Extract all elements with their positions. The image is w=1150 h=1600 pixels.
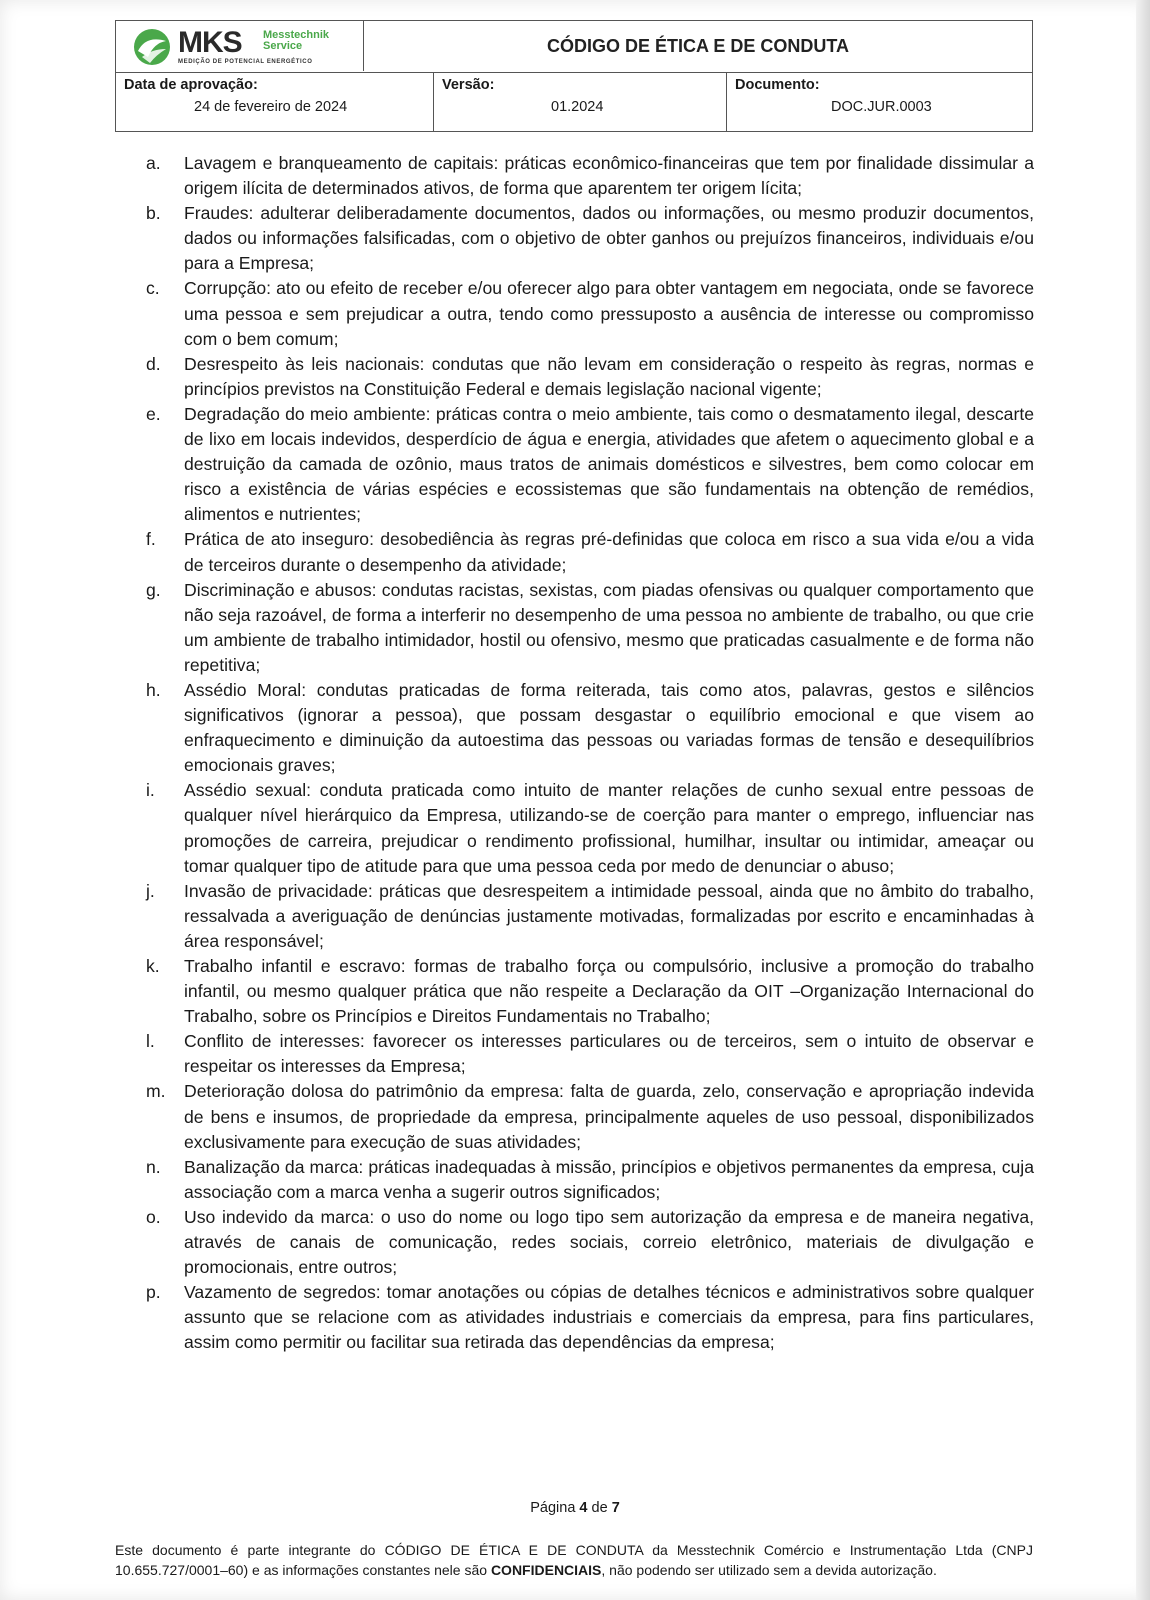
- list-item-text: Trabalho infantil e escravo: formas de trabalho força ou compulsório, inclusive a promoção do trabalho infantil, ou mesmo qualquer prática que não respeite a Declaração da OIT –Organização Internacional do Trabalho, sobre os Princípios e Direitos Fundamentais no Trabalho;: [184, 956, 1034, 1027]
- confidentiality-note: [115, 1540, 1033, 1580]
- list-item: [146, 778, 1034, 878]
- note-text-after: , não podendo ser utilizado sem a devida autorização.: [601, 1562, 937, 1578]
- list-item-text: Discriminação e abusos: condutas racistas, sexistas, com piadas ofensivas ou qualquer comportamento que não seja razoável, de forma a interferir no desempenho de uma pessoa no ambiente de trabalho, ou que crie um ambiente de trabalho intimidador, hostil ou ofensivo, mesmo que praticadas casualmente e de forma não repetitiva;: [184, 579, 1034, 675]
- list-item-text: Lavagem e branqueamento de capitais: práticas econômico-financeiras que tem por finalidade dissimular a origem ilícita de determinados ativos, de forma que aparentem ter origem lícita;: [184, 153, 1034, 199]
- logo-swirl-icon: [132, 27, 172, 67]
- page-current: 4: [579, 1500, 588, 1516]
- list-item-text: Corrupção: ato ou efeito de receber e/ou oferecer algo para obter vantagem em negociata, onde se favorece uma pessoa e sem prejudicar a outra, tendo como pressuposto a ausência de interesse ou compromisso com o bem comum;: [184, 278, 1034, 349]
- list-item-text: Prática de ato inseguro: desobediência às regras pré-definidas que coloca em risco a sua vida e/ou a vida de terceiros durante o desempenho da atividade;: [184, 529, 1034, 575]
- list-item-letter: m.: [146, 1081, 166, 1102]
- list-item: [146, 276, 1034, 351]
- list-item: [146, 402, 1034, 527]
- version-cell: [434, 73, 727, 131]
- company-logo: [116, 21, 364, 71]
- list-item-letter: n.: [146, 1156, 161, 1177]
- version-value: 01.2024: [551, 99, 604, 115]
- list-item: [146, 1079, 1034, 1154]
- list-item: [146, 1155, 1034, 1205]
- logo-tagline: MEDIÇÃO DE POTENCIAL ENERGÉTICO: [178, 59, 313, 65]
- list-item: [146, 201, 1034, 276]
- list-item-text: Assédio Moral: condutas praticadas de forma reiterada, tais como atos, palavras, gestos e silêncios significativos (ignorar a pessoa), que possam desgastar o equilíbrio emocional e que visem ao enfraquecimento e diminuição da autoestima das pessoas ou variadas formas de tensão e desequilíbrios emocionais graves;: [184, 679, 1034, 776]
- list-item-text: Conflito de interesses: favorecer os interesses particulares ou de terceiros, sem o intuito de observar e respeitar os interesses da Empresa;: [184, 1031, 1034, 1077]
- page-number-separator: de: [587, 1500, 612, 1516]
- list-item-letter: j.: [146, 880, 155, 901]
- list-item-text: Deterioração dolosa do patrimônio da empresa: falta de guarda, zelo, conservação e apropriação indevida de bens e insumos, de propriedade da empresa, principalmente aqueles de uso pessoal, disponibilizados exclusivamente para execução de suas atividades;: [184, 1081, 1034, 1152]
- list-item-text: Desrespeito às leis nacionais: condutas que não levam em consideração o respeito às regras, normas e princípios previstos na Constituição Federal e demais legislação nacional vigente;: [184, 353, 1034, 399]
- list-item: [146, 1029, 1034, 1079]
- note-confidential: CONFIDENCIAIS: [490, 1562, 602, 1578]
- logo-sub-line2: Service: [263, 40, 303, 52]
- list-item-text: Invasão de privacidade: práticas que desrespeitem a intimidade pessoal, ainda que no âmbito do trabalho, ressalvada a averiguação de denúncias justamente motivadas, formalizadas por escrito e encaminhadas à área responsável;: [184, 880, 1034, 951]
- list-item-text: Vazamento de segredos: tomar anotações ou cópias de detalhes técnicos e administrativos sobre qualquer assunto que se relacione com as atividades industriais e comerciais da empresa, para fins particulares, assim como permitir ou facilitar sua retirada das dependências da empresa;: [184, 1282, 1034, 1353]
- list-item: [146, 578, 1034, 678]
- list-item: [146, 1205, 1034, 1280]
- list-item-text: Banalização da marca: práticas inadequadas à missão, princípios e objetivos permanentes da empresa, cuja associação com a marca venha a sugerir outros significados;: [184, 1156, 1034, 1202]
- list-item: [146, 527, 1034, 577]
- document-code-value: DOC.JUR.0003: [831, 99, 932, 115]
- list-item: [146, 352, 1034, 402]
- page-total: 7: [611, 1500, 620, 1516]
- conduct-list: [146, 151, 1034, 1356]
- version-label: Versão:: [442, 77, 495, 93]
- document-header: [115, 20, 1033, 132]
- list-item: [146, 879, 1034, 954]
- document-title: CÓDIGO DE ÉTICA E DE CONDUTA: [546, 35, 849, 56]
- logo-sub-line1: Messtechnik: [263, 29, 330, 41]
- list-item-text: Assédio sexual: conduta praticada como intuito de manter relações de cunho sexual entre pessoas de qualquer nível hierárquico da Empresa, utilizando-se de coerção para manter o emprego, influenciar nas promoções de carreira, prejudicar o rendimento profissional, humilhar, insultar ou intimidar, ameaçar ou tomar qualquer tipo de atitude para que uma pessoa ceda por medo de denunciar o abuso;: [184, 780, 1034, 876]
- header-top-row: [116, 21, 1032, 73]
- note-text-before: Este documento é parte integrante do CÓDIGO DE ÉTICA E DE CONDUTA da Messtechnik Comércio e Instrumentação Ltda (CNPJ 10.655.727/0001–60) e as informações constantes nele são: [115, 1542, 1033, 1578]
- list-item-letter: a.: [146, 153, 161, 173]
- list-item-letter: i.: [146, 780, 155, 801]
- list-item-letter: f.: [146, 529, 156, 550]
- list-item-text: Uso indevido da marca: o uso do nome ou logo tipo sem autorização da empresa e de maneira negativa, através de canais de comunicação, redes sociais, correio eletrônico, materiais de divulgação e promocionais, entre outros;: [184, 1206, 1034, 1278]
- list-item: [146, 954, 1034, 1029]
- list-item: [146, 151, 1034, 201]
- approval-date-cell: [116, 73, 434, 131]
- list-item-text: Degradação do meio ambiente: práticas contra o meio ambiente, tais como o desmatamento ilegal, descarte de lixo em locais indevidos, desperdício de água e energia, atividades que afetem o aquecimento global e a destruição da camada de ozônio, maus tratos de animais domésticos e silvestres, bem como colocar em risco a existência de várias espécies e ecossistemas que são fundamentais na obtenção de remédios, alimentos e nutrientes;: [184, 403, 1034, 525]
- list-item-letter: o.: [146, 1206, 161, 1227]
- approval-date-value: 24 de fevereiro de 2024: [194, 99, 348, 115]
- logo-brand: MKS: [178, 26, 242, 59]
- list-item-letter: h.: [146, 679, 161, 700]
- list-item-letter: d.: [146, 353, 161, 374]
- list-item: [146, 678, 1034, 778]
- page-edge-shadow: [1136, 0, 1150, 1600]
- document-code-label: Documento:: [735, 77, 820, 93]
- list-item-letter: c.: [146, 278, 160, 299]
- header-meta-row: [116, 73, 1032, 131]
- page-number: [0, 1500, 1150, 1516]
- list-item-letter: g.: [146, 579, 161, 600]
- approval-date-label: Data de aprovação:: [124, 77, 258, 93]
- list-item-letter: l.: [146, 1031, 155, 1052]
- document-code-cell: [727, 73, 1032, 131]
- list-item: [146, 1280, 1034, 1355]
- page-number-prefix: Página: [530, 1500, 580, 1516]
- list-item-letter: p.: [146, 1282, 161, 1303]
- list-item-letter: k.: [146, 956, 160, 976]
- list-item-text: Fraudes: adulterar deliberadamente documentos, dados ou informações, ou mesmo produzir documentos, dados ou informações falsificadas, com o objetivo de obter ganhos ou prejuízos financeiros, individuais e/ou para a Empresa;: [184, 203, 1034, 274]
- list-item-letter: b.: [146, 203, 161, 224]
- list-item-letter: e.: [146, 403, 161, 424]
